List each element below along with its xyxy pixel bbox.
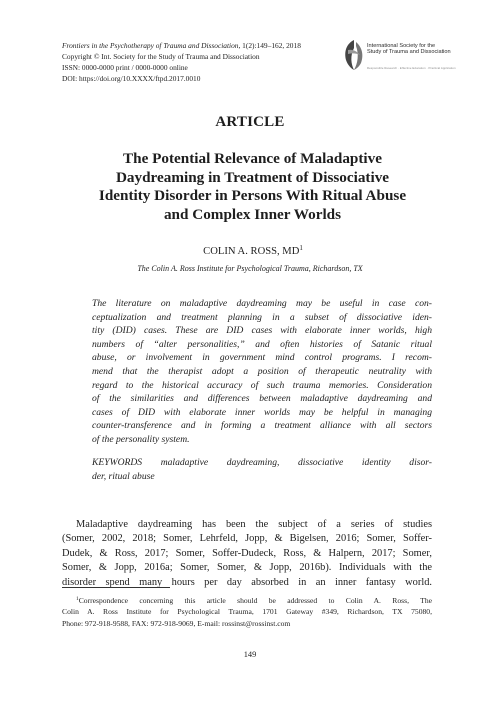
title-line: Identity Disorder in Persons With Ritual Abuse [98, 187, 407, 205]
abstract-line: counter-transference and in forming a treatment alliance with all sectors [92, 420, 432, 432]
body-line: Somer, & Jopp, 2016a; Somer, Somer, & Jopp, 2016b). Individuals with the [62, 562, 432, 574]
article-title [60, 150, 445, 224]
journal-header [62, 40, 352, 84]
keywords [92, 456, 432, 483]
article-type-label: ARTICLE [215, 114, 285, 130]
body-line: Maladaptive daydreaming has been the subject of a series of studies [76, 519, 432, 530]
footnote-mark: 1 [76, 596, 79, 602]
footnote [62, 594, 432, 629]
abstract-line: ceptualization and treatment planning in a subset of dissociative iden- [92, 311, 432, 323]
author-name: COLIN A. ROSS, MD [203, 246, 300, 257]
footnote-text: Correspondence concerning this article should be addressed to Colin A. Ross, The [78, 596, 432, 605]
society-logo [342, 38, 456, 78]
abstract-line: abuse, or involvement in government mind control programs. I recom- [92, 352, 432, 364]
abstract-line: tity (DID) cases. These are DID cases with elaborate inner worlds, high [92, 325, 432, 337]
footnote-line: Colin A. Ross Institute for Psychological Trauma, 1701 Gateway #349, Richardson, TX 75080, [62, 607, 432, 617]
doi-line: DOI: https://doi.org/10.XXXX/ftpd.2017.0010 [62, 74, 201, 84]
page-number: 149 [243, 650, 257, 659]
isstd-logo-icon [342, 38, 366, 72]
abstract-line: regard to the historical accuracy of such trauma memories. Consideration [92, 379, 432, 391]
title-line: Daydreaming in Treatment of Dissociative [115, 168, 390, 186]
author-footnote-mark: 1 [299, 244, 303, 252]
footnote-divider [62, 587, 170, 588]
abstract-line: of the personality system. [92, 433, 190, 445]
body-paragraph [62, 518, 432, 590]
abstract-line: of the similarities and differences between maladaptive daydreaming and [92, 393, 432, 405]
title-line: and Complex Inner Worlds [163, 205, 342, 223]
journal-name: Frontiers in the Psychotherapy of Trauma and Dissociation [62, 41, 239, 50]
title-line: The Potential Relevance of Maladaptive [123, 150, 382, 167]
body-line: Dudek, & Ross, 2017; Somer, Soffer-Dudeck, Ross, & Halpern, 2017; Somer, [62, 547, 432, 559]
author-affiliation: The Colin A. Ross Institute for Psychological Trauma, Richardson, TX [137, 264, 363, 273]
body-line: (Somer, 2002, 2018; Somer, Lehrfeld, Jopp, & Bigelsen, 2016; Somer, Soffer- [62, 533, 432, 545]
footnote-line [62, 594, 432, 606]
author-line [0, 244, 500, 257]
logo-line-2: Study of Trauma and Dissociation [367, 49, 451, 56]
journal-citation-line [62, 40, 352, 51]
keywords-line: der, ritual abuse [92, 470, 155, 482]
abstract-line: cases of DID with elaborate inner worlds may be helpful in managing [92, 406, 432, 418]
keywords-line: KEYWORDS maladaptive daydreaming, dissociative identity disor- [92, 457, 432, 468]
logo-tagline: Responsible Research · Effective Education · Practical Application [367, 66, 456, 70]
abstract-line: mend that the therapist adopt a position of therapeutic neutrality with [92, 365, 432, 377]
issn-line: ISSN: 0000-0000 print / 0000-0000 online [62, 63, 188, 73]
journal-volume-pages: , 1(2):149–162, 2018 [238, 41, 301, 50]
footnote-line: Phone: 972-918-9588, FAX: 972-918-9069, E-mail: rossinst@rossinst.com [62, 618, 291, 628]
abstract [92, 297, 432, 447]
logo-wordmark [367, 43, 451, 55]
body-line: disorder spend many hours per day absorbed in an inner fantasy world. [62, 576, 432, 588]
copyright-line: Copyright © Int. Society for the Study of Trauma and Dissociation [62, 52, 260, 62]
abstract-line: numbers of “alter personalities,” and often histories of Satanic ritual [92, 338, 432, 350]
logo-line-1: International Society for the [367, 43, 436, 49]
abstract-line: The literature on maladaptive daydreaming may be useful in case con- [92, 298, 432, 309]
